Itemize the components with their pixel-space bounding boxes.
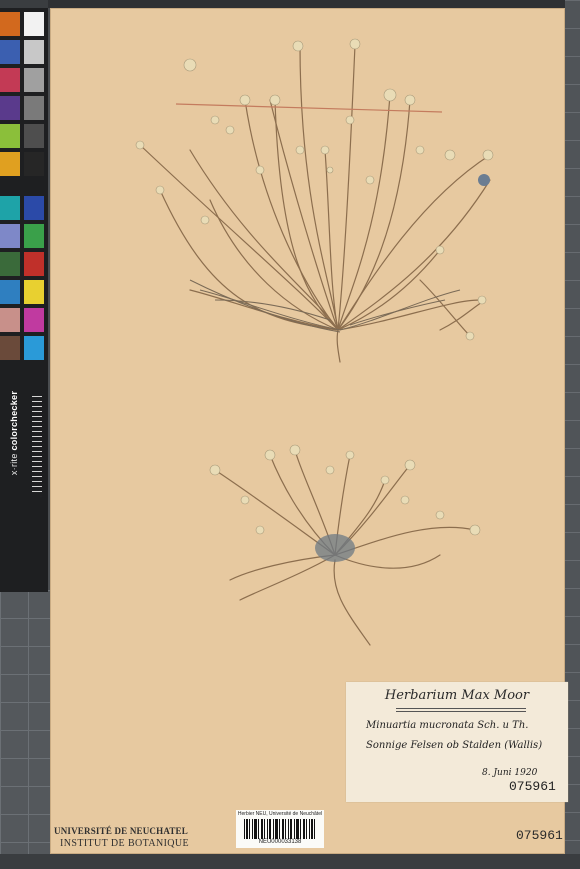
barcode-bars [244, 819, 316, 839]
mounting-tape [176, 104, 442, 112]
brand-prefix: x·rite [9, 453, 20, 476]
barcode-header: Herbier NEU, Université de Neuchâtel [237, 811, 323, 817]
collection-locality: Sonnige Felsen ob Stalden (Wallis) [366, 740, 543, 751]
upper-plant-specimen [140, 45, 490, 362]
blue-flower-cluster [478, 174, 490, 186]
brand-name: colorchecker [9, 390, 20, 451]
title-underline [396, 708, 526, 709]
label-number: 075961 [509, 779, 556, 794]
specimen-label [346, 682, 568, 802]
institution-line-1: UNIVERSITÉ DE NEUCHATEL [54, 826, 188, 836]
lower-plant-core [315, 534, 355, 562]
lower-plant-flowers [210, 445, 480, 535]
barcode-number: NEU000033138 [258, 839, 302, 845]
title-underline [396, 711, 526, 712]
catalog-number: 075961 [516, 828, 563, 843]
barcode-label [236, 810, 324, 848]
institution-line-2: INSTITUT DE BOTANIQUE [60, 838, 190, 849]
collection-date: 8. Juni 1920 [482, 768, 538, 778]
herbarium-title: Herbarium Max Moor [384, 688, 530, 703]
species-name: Minuartia mucronata Sch. u Th. [366, 720, 529, 731]
